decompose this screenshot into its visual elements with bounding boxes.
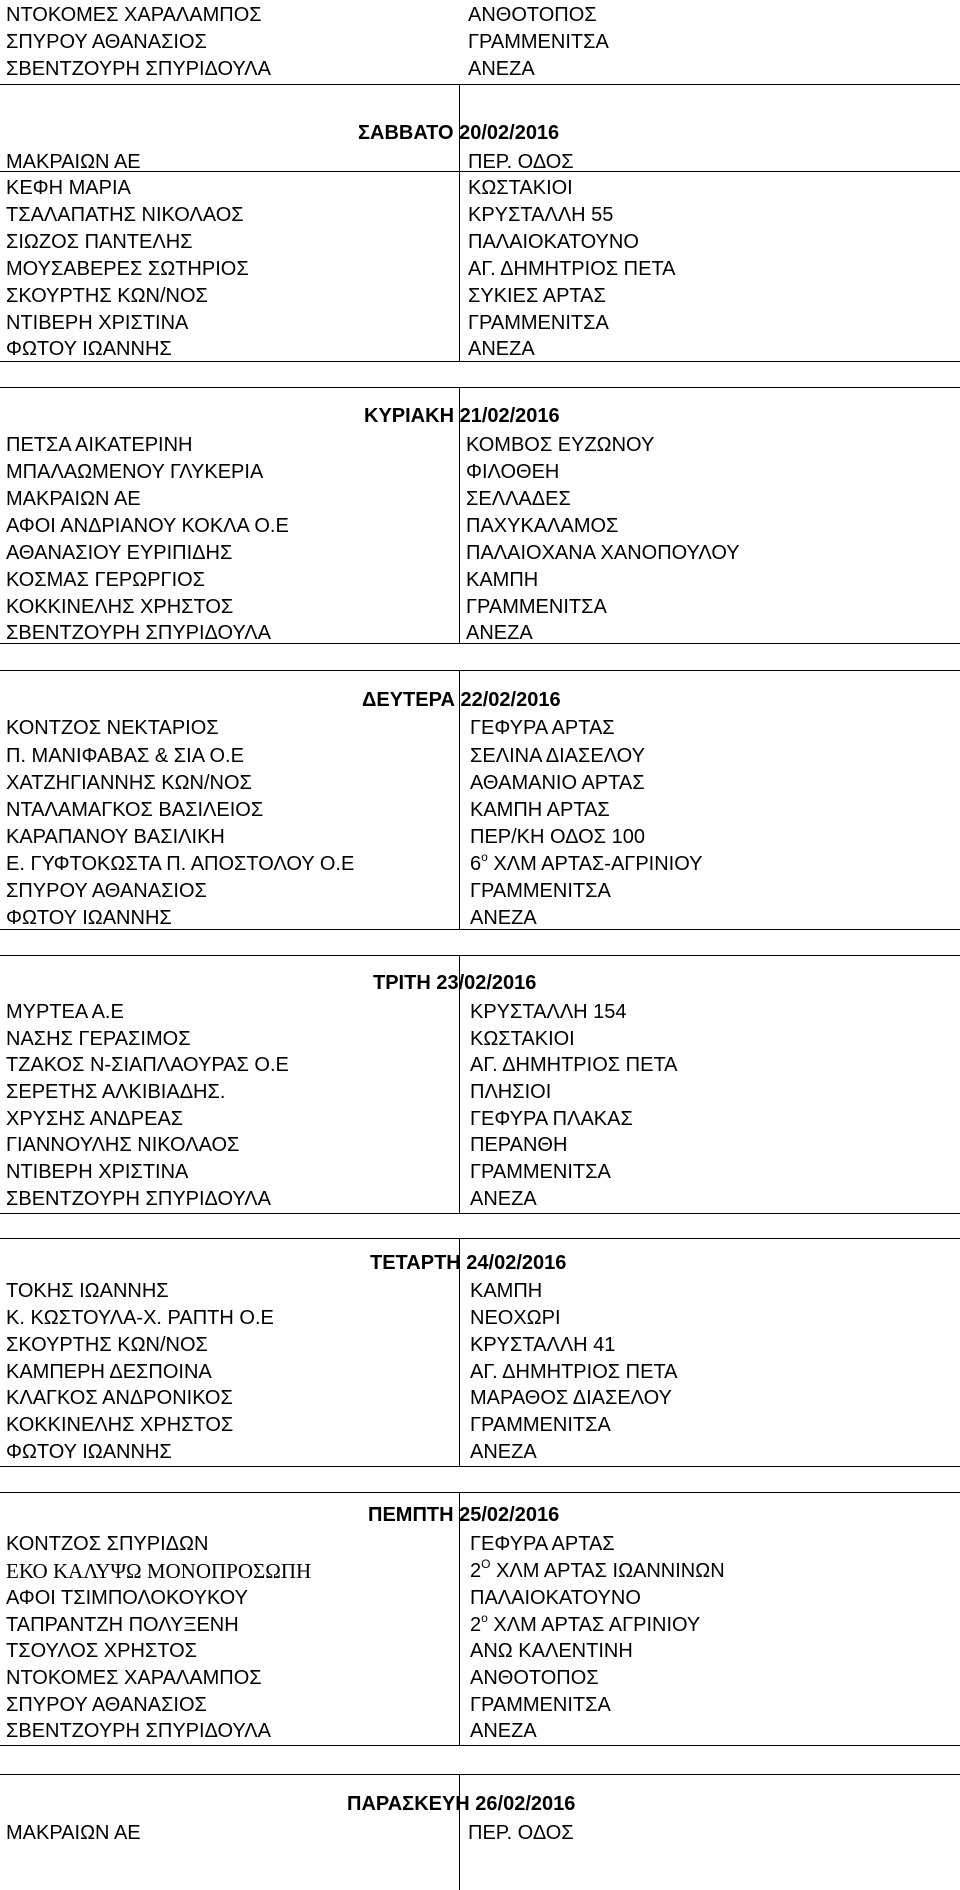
table-row	[0, 334, 960, 364]
table-divider	[0, 1213, 960, 1214]
pharmacy-location: ΚΩΣΤΑΚΙΟΙ	[468, 177, 573, 199]
pharmacy-name: ΤΣΟΥΛΟΣ ΧΡΗΣΤΟΣ	[6, 1640, 198, 1662]
pharmacy-name: ΜΠΑΛΑΩΜΕΝΟΥ ΓΛΥΚΕΡΙΑ	[6, 461, 264, 483]
day-header: ΔΕΥΤΕΡΑ 22/02/2016	[362, 689, 561, 711]
table-row	[0, 511, 960, 541]
table-row	[0, 768, 960, 798]
pharmacy-location: ΑΝΕΖΑ	[470, 907, 537, 929]
pharmacy-name: ΣΠΥΡΟΥ ΑΘΑΝΑΣΙΟΣ	[6, 880, 207, 902]
pharmacy-location: ΑΘΑΜΑΝΙΟ ΑΡΤΑΣ	[470, 772, 645, 794]
table-row	[0, 1077, 960, 1107]
km-number: 6	[470, 853, 482, 875]
day-header: ΤΡΙΤΗ 23/02/2016	[373, 972, 537, 994]
table-row	[0, 1050, 960, 1080]
pharmacy-location: ΓΡΑΜΜΕΝΙΤΣΑ	[470, 1694, 611, 1716]
pharmacy-location: ΚΟΜΒΟΣ ΕΥΖΩΝΟΥ	[466, 434, 655, 456]
pharmacy-location: ΚΑΜΠΗ	[466, 569, 539, 591]
pharmacy-name: ΜΑΚΡΑΙΩΝ ΑΕ	[6, 488, 141, 510]
pharmacy-name: ΣΠΥΡΟΥ ΑΘΑΝΑΣΙΟΣ	[6, 1694, 207, 1716]
pharmacy-name: ΑΘΑΝΑΣΙΟΥ ΕΥΡΙΠΙΔΗΣ	[6, 542, 233, 564]
pharmacy-name: ΚΑΡΑΠΑΝΟΥ ΒΑΣΙΛΙΚΗ	[6, 826, 225, 848]
pharmacy-location	[470, 849, 702, 879]
ordinal-superscript: ο	[481, 1611, 488, 1625]
table-row	[0, 1276, 960, 1306]
table-row	[0, 200, 960, 230]
pharmacy-location: ΓΡΑΜΜΕΝΙΤΣΑ	[470, 880, 611, 902]
pharmacy-name: ΚΟΚΚΙΝΕΛΗΣ ΧΡΗΣΤΟΣ	[6, 1414, 234, 1436]
pharmacy-location: ΑΝΕΖΑ	[470, 1720, 537, 1742]
pharmacy-location: ΓΡΑΜΜΕΝΙΤΣΑ	[468, 31, 609, 53]
pharmacy-name: ΤΟΚΗΣ ΙΩΑΝΝΗΣ	[6, 1280, 169, 1302]
day-header: ΣΑΒΒΑΤΟ 20/02/2016	[358, 122, 560, 144]
table-divider	[0, 387, 960, 388]
pharmacy-location: ΑΝΕΖΑ	[468, 58, 535, 80]
pharmacy-location: ΠΕΡ. ΟΔΟΣ	[468, 151, 574, 173]
pharmacy-name: ΝΤΙΒΕΡΗ ΧΡΙΣΤΙΝΑ	[6, 312, 189, 334]
pharmacy-location: ΣΕΛΛΑΔΕΣ	[466, 488, 571, 510]
pharmacy-location: ΓΡΑΜΜΕΝΙΤΣΑ	[470, 1414, 611, 1436]
table-row	[0, 822, 960, 852]
table-row	[0, 1303, 960, 1333]
pharmacy-location: ΚΑΜΠΗ ΑΡΤΑΣ	[470, 799, 610, 821]
pharmacy-name: ΚΟΝΤΖΟΣ ΣΠΥΡΙΔΩΝ	[6, 1533, 209, 1555]
pharmacy-location: ΑΓ. ΔΗΜΗΤΡΙΟΣ ΠΕΤΑ	[468, 258, 676, 280]
table-row	[0, 565, 960, 595]
table-row	[0, 876, 960, 906]
pharmacy-name: ΝΤΙΒΕΡΗ ΧΡΙΣΤΙΝΑ	[6, 1161, 189, 1183]
pharmacy-name: ΣΙΩΖΟΣ ΠΑΝΤΕΛΗΣ	[6, 231, 193, 253]
location-text: ΧΛΜ ΑΡΤΑΣ-ΑΓΡΙΝΙΟΥ	[487, 853, 703, 875]
pharmacy-location: ΓΕΦΥΡΑ ΑΡΤΑΣ	[470, 717, 615, 739]
table-divider	[0, 1774, 960, 1775]
pharmacy-name: ΧΡΥΣΗΣ ΑΝΔΡΕΑΣ	[6, 1108, 184, 1130]
pharmacy-location: ΝΕΟΧΩΡΙ	[470, 1307, 561, 1329]
table-divider	[0, 1492, 960, 1493]
pharmacy-location: ΣΥΚΙΕΣ ΑΡΤΑΣ	[468, 285, 606, 307]
table-divider	[0, 643, 960, 644]
pharmacy-location: ΑΓ. ΔΗΜΗΤΡΙΟΣ ΠΕΤΑ	[470, 1361, 678, 1383]
table-row	[0, 457, 960, 487]
pharmacy-location: ΚΑΜΠΗ	[470, 1280, 543, 1302]
pharmacy-name: ΤΖΑΚΟΣ Ν-ΣΙΑΠΛΑΟΥΡΑΣ Ο.Ε	[6, 1054, 289, 1076]
table-divider	[0, 1745, 960, 1746]
day-header: ΚΥΡΙΑΚΗ 21/02/2016	[364, 405, 560, 427]
pharmacy-location: ΓΡΑΜΜΕΝΙΤΣΑ	[468, 312, 609, 334]
pharmacy-location: ΚΡΥΣΤΑΛΛΗ 55	[468, 204, 614, 226]
pharmacy-location: ΠΕΡΑΝΘΗ	[470, 1134, 568, 1156]
table-row	[0, 254, 960, 284]
pharmacy-name: ΣΒΕΝΤΖΟΥΡΗ ΣΠΥΡΙΔΟΥΛΑ	[6, 1720, 271, 1742]
pharmacy-name: ΣΚΟΥΡΤΗΣ ΚΩΝ/ΝΟΣ	[6, 1334, 208, 1356]
pharmacy-name: ΚΕΦΗ ΜΑΡΙΑ	[6, 177, 131, 199]
table-divider	[0, 929, 960, 930]
column-divider	[459, 1238, 460, 1466]
pharmacy-name: ΝΤΑΛΑΜΑΓΚΟΣ ΒΑΣΙΛΕΙΟΣ	[6, 799, 264, 821]
pharmacy-name: ΦΩΤΟΥ ΙΩΑΝΝΗΣ	[6, 338, 172, 360]
table-row	[0, 795, 960, 825]
pharmacy-location: ΠΑΛΑΙΟΚΑΤΟΥΝΟ	[468, 231, 639, 253]
pharmacy-name: ΝΤΟΚΟΜΕΣ ΧΑΡΑΛΑΜΠΟΣ	[6, 1667, 262, 1689]
pharmacy-name: Π. ΜΑΝΙΦΑΒΑΣ & ΣΙΑ Ο.Ε	[6, 745, 244, 767]
table-row	[0, 1716, 960, 1746]
table-row	[0, 713, 960, 743]
table-divider	[0, 955, 960, 956]
column-divider	[459, 955, 460, 1213]
table-row	[0, 1130, 960, 1160]
location-text: ΧΛΜ ΑΡΤΑΣ ΙΩΑΝΝΙΝΩΝ	[490, 1560, 725, 1582]
pharmacy-location: ΑΝΕΖΑ	[466, 622, 533, 644]
pharmacy-location: ΑΝΘΟΤΟΠΟΣ	[468, 4, 597, 26]
table-row	[0, 484, 960, 514]
ordinal-superscript: Ο	[481, 1557, 491, 1571]
table-row	[0, 54, 960, 84]
day-header: ΠΕΜΠΤΗ 25/02/2016	[368, 1504, 560, 1526]
table-row	[0, 1437, 960, 1467]
pharmacy-location: ΠΑΧΥΚΑΛΑΜΟΣ	[466, 515, 619, 537]
table-divider	[0, 1238, 960, 1239]
pharmacy-location: ΓΕΦΥΡΑ ΠΛΑΚΑΣ	[470, 1108, 633, 1130]
pharmacy-name: ΚΟΚΚΙΝΕΛΗΣ ΧΡΗΣΤΟΣ	[6, 596, 234, 618]
pharmacy-location: ΑΝΘΟΤΟΠΟΣ	[470, 1667, 599, 1689]
pharmacy-name: ΑΦΟΙ ΤΣΙΜΠΟΛΟΚΟΥΚΟΥ	[6, 1587, 248, 1609]
pharmacy-name: ΦΩΤΟΥ ΙΩΑΝΝΗΣ	[6, 1441, 172, 1463]
pharmacy-location: ΠΑΛΑΙΟΧΑΝΑ ΧΑΝΟΠΟΥΛΟΥ	[466, 542, 740, 564]
pharmacy-location: ΑΝΕΖΑ	[470, 1441, 537, 1463]
column-divider	[459, 84, 460, 361]
pharmacy-name: ΤΑΠΡΑΝΤΖΗ ΠΟΛΥΞΕΝΗ	[6, 1614, 239, 1636]
pharmacy-location: ΠΕΡ. ΟΔΟΣ	[468, 1822, 574, 1844]
pharmacy-name: ΚΟΣΜΑΣ ΓΕΡΩΡΓΙΟΣ	[6, 569, 206, 591]
pharmacy-name: ΣΠΥΡΟΥ ΑΘΑΝΑΣΙΟΣ	[6, 31, 207, 53]
pharmacy-name: ΚΟΝΤΖΟΣ ΝΕΚΤΑΡΙΟΣ	[6, 717, 219, 739]
pharmacy-location: ΑΝΕΖΑ	[468, 338, 535, 360]
pharmacy-name: ΝΤΟΚΟΜΕΣ ΧΑΡΑΛΑΜΠΟΣ	[6, 4, 262, 26]
table-row	[0, 1410, 960, 1440]
table-divider	[0, 1466, 960, 1467]
pharmacy-location: ΣΕΛΙΝΑ ΔΙΑΣΕΛΟΥ	[470, 745, 645, 767]
pharmacy-location: ΓΡΑΜΜΕΝΙΤΣΑ	[470, 1161, 611, 1183]
pharmacy-location: ΚΡΥΣΤΑΛΛΗ 41	[470, 1334, 616, 1356]
pharmacy-name: ΜΑΚΡΑΙΩΝ ΑΕ	[6, 1822, 141, 1844]
location-text: ΧΛΜ ΑΡΤΑΣ ΑΓΡΙΝΙΟΥ	[487, 1614, 701, 1636]
table-row	[0, 1184, 960, 1214]
column-divider	[459, 387, 460, 643]
table-row	[0, 27, 960, 57]
pharmacy-name: Κ. ΚΩΣΤΟΥΛΑ-Χ. ΡΑΠΤΗ Ο.Ε	[6, 1307, 274, 1329]
pharmacy-location: ΜΑΡΑΘΟΣ ΔΙΑΣΕΛΟΥ	[470, 1387, 672, 1409]
km-number: 2	[470, 1614, 482, 1636]
pharmacy-name: Ε. ΓΥΦΤΟΚΩΣΤΑ Π. ΑΠΟΣΤΟΛΟΥ Ο.Ε	[6, 853, 355, 875]
pharmacy-name: ΤΣΑΛΑΠΑΤΗΣ ΝΙΚΟΛΑΟΣ	[6, 204, 244, 226]
table-row	[0, 227, 960, 257]
table-divider	[0, 670, 960, 671]
column-divider	[459, 670, 460, 929]
pharmacy-name: ΠΕΤΣΑ ΑΙΚΑΤΕΡΙΝΗ	[6, 434, 193, 456]
pharmacy-name: ΑΦΟΙ ΑΝΔΡΙΑΝΟΥ ΚΟΚΛΑ Ο.Ε	[6, 515, 289, 537]
table-row	[0, 1383, 960, 1413]
day-header: ΠΑΡΑΣΚΕΥΗ 26/02/2016	[347, 1793, 576, 1815]
table-row	[0, 430, 960, 460]
table-row	[0, 1157, 960, 1187]
table-row	[0, 849, 960, 879]
pharmacy-name: ΜΟΥΣΑΒΕΡΕΣ ΣΩΤΗΡΙΟΣ	[6, 258, 249, 280]
pharmacy-location: ΦΙΛΟΘΕΗ	[466, 461, 560, 483]
column-divider	[459, 1492, 460, 1745]
ordinal-superscript: ο	[481, 850, 488, 864]
table-row	[0, 1636, 960, 1666]
pharmacy-location: ΑΓ. ΔΗΜΗΤΡΙΟΣ ΠΕΤΑ	[470, 1054, 678, 1076]
pharmacy-name: ΓΙΑΝΝΟΥΛΗΣ ΝΙΚΟΛΑΟΣ	[6, 1134, 240, 1156]
table-row	[0, 0, 960, 30]
pharmacy-location: ΠΛΗΣΙΟΙ	[470, 1081, 552, 1103]
pharmacy-location: ΠΑΛΑΙΟΚΑΤΟΥΝΟ	[470, 1587, 641, 1609]
pharmacy-name: ΚΛΑΓΚΟΣ ΑΝΔΡΟΝΙΚΟΣ	[6, 1387, 233, 1409]
table-row	[0, 1663, 960, 1693]
table-row	[0, 997, 960, 1027]
table-row	[0, 173, 960, 203]
pharmacy-location: ΓΡΑΜΜΕΝΙΤΣΑ	[466, 596, 607, 618]
pharmacy-location: ΚΡΥΣΤΑΛΛΗ 154	[470, 1001, 627, 1023]
pharmacy-name: ΣΒΕΝΤΖΟΥΡΗ ΣΠΥΡΙΔΟΥΛΑ	[6, 58, 271, 80]
pharmacy-location	[470, 1556, 725, 1586]
pharmacy-name: ΕΚΟ ΚΑΛΥΨΩ ΜΟΝΟΠΡΟΣΩΠΗ	[6, 1559, 312, 1583]
pharmacy-name: ΝΑΣΗΣ ΓΕΡΑΣΙΜΟΣ	[6, 1028, 191, 1050]
pharmacy-location: ΑΝΩ ΚΑΛΕΝΤΙΝΗ	[470, 1640, 633, 1662]
day-header: ΤΕΤΑΡΤΗ 24/02/2016	[370, 1252, 567, 1274]
table-row	[0, 538, 960, 568]
column-divider	[459, 1774, 460, 1890]
pharmacy-location: ΓΕΦΥΡΑ ΑΡΤΑΣ	[470, 1533, 615, 1555]
pharmacy-name: ΣΒΕΝΤΖΟΥΡΗ ΣΠΥΡΙΔΟΥΛΑ	[6, 1188, 271, 1210]
pharmacy-name: ΧΑΤΖΗΓΙΑΝΝΗΣ ΚΩΝ/ΝΟΣ	[6, 772, 252, 794]
pharmacy-name: ΣΒΕΝΤΖΟΥΡΗ ΣΠΥΡΙΔΟΥΛΑ	[6, 622, 271, 644]
table-row	[0, 1330, 960, 1360]
pharmacy-name: ΜΥΡΤΕΑ Α.Ε	[6, 1001, 124, 1023]
table-row	[0, 1529, 960, 1559]
pharmacy-location: ΠΕΡ/ΚΗ ΟΔΟΣ 100	[470, 826, 645, 848]
pharmacy-name: ΣΚΟΥΡΤΗΣ ΚΩΝ/ΝΟΣ	[6, 285, 208, 307]
table-divider	[0, 171, 960, 172]
pharmacy-name: ΦΩΤΟΥ ΙΩΑΝΝΗΣ	[6, 907, 172, 929]
table-row	[0, 741, 960, 771]
pharmacy-location: ΚΩΣΤΑΚΙΟΙ	[470, 1028, 575, 1050]
table-row	[0, 1818, 960, 1848]
pharmacy-location: ΑΝΕΖΑ	[470, 1188, 537, 1210]
pharmacy-name: ΜΑΚΡΑΙΩΝ ΑΕ	[6, 151, 141, 173]
table-divider	[0, 84, 960, 85]
table-divider	[0, 361, 960, 362]
table-row	[0, 281, 960, 311]
table-row	[0, 1583, 960, 1613]
pharmacy-name: ΚΑΜΠΕΡΗ ΔΕΣΠΟΙΝΑ	[6, 1361, 212, 1383]
km-number: 2	[470, 1560, 482, 1582]
table-row	[0, 1556, 960, 1586]
pharmacy-name: ΣΕΡΕΤΗΣ ΑΛΚΙΒΙΑΔΗΣ.	[6, 1081, 226, 1103]
